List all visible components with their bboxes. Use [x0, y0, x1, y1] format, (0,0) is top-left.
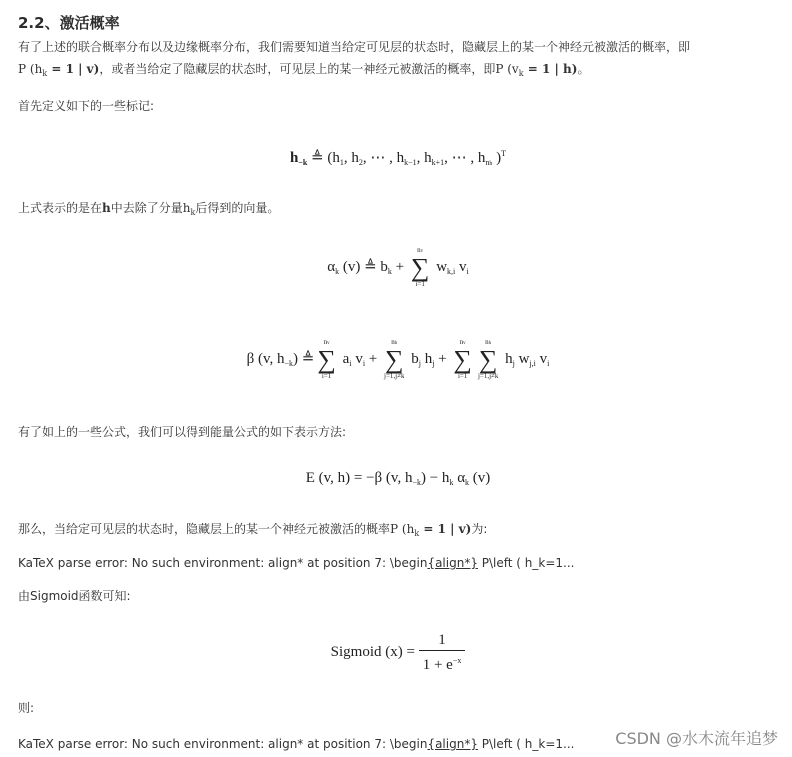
sum-symbol: nv ∑ i=1	[410, 246, 430, 288]
sum-symbol: nv ∑ i=1	[453, 338, 472, 380]
equation-alpha: $\alpha_k$ (v) ≜ $b_k$ + nv ∑ i=1 $w_{k,i}$ $v_i$	[327, 246, 469, 288]
equation-sigmoid: Sigmoid (x) = $\frac{1}{1 + e^{-x}}$	[18, 630, 778, 675]
prob-hk-given-v: P ($h_k = 1$ | v)	[390, 522, 472, 538]
sigmoid-intro: 由Sigmoid函数可知:	[18, 589, 131, 603]
sum-symbol: nh ∑ j=1,j≠k	[477, 338, 499, 380]
then-paragraph: 那么，当给定可见层的状态时，隐藏层上的某一个神经元被激活的概率P ($h_k = 1$ | v)为:	[18, 522, 488, 538]
then-label: 则:	[18, 701, 35, 715]
equation-energy: E (v, h) = −β (v, $h_{-k}) - h_k$ $\alpha_k$ (v)	[305, 470, 491, 487]
equation-h-minus-k: $h_{-k}$ ≜ ($h_1$, $h_2$, ⋯ , $h_{k-1}$, $h_{k+1}$, ⋯ , $h_{nh}$ )$^T$	[289, 149, 507, 167]
equation-beta: β (v, $h_{-k}$) ≜ nv ∑ i=1 $a_i$ $v_i$ + nh ∑ j=1,j≠k $b_j$ $h_j$ + nv ∑ i=1 nh ∑ j=1,j≠k $h_j$ $w_{j,i}$ $v_i$	[246, 338, 550, 380]
csdn-watermark: CSDN @水木流年追梦	[615, 729, 778, 748]
katex-error-1: KaTeX parse error: No such environment: align* at position 7: \begin{align*} P\left ( h_k=1...	[18, 556, 575, 570]
after-eq1-text: 上式表示的是在h中去除了分量$h_k$后得到的向量。	[18, 201, 280, 217]
intro-line-2: P ($h_k = 1$ | v)，或者当给定了隐藏层的状态时，可见层上的某一神经元被激活的概率，即P ($v_k = 1$ | h)。	[18, 62, 590, 78]
prob-vk: P ($v_k = 1$ | h)	[495, 62, 578, 78]
sigmoid-fraction: $\frac{1}{1 + e^{-x}}$	[419, 630, 466, 675]
sum-symbol: nh ∑ j=1,j≠k	[384, 338, 405, 380]
katex-error-2: KaTeX parse error: No such environment: align* at position 7: \begin{align*} P\left ( h_k=1...	[18, 737, 575, 751]
energy-intro: 有了如上的一些公式，我们可以得到能量公式的如下表示方法:	[18, 425, 347, 439]
section-title: 2.2、激活概率	[18, 14, 120, 32]
prob-hk: P ($h_k = 1$ | v)	[18, 62, 100, 78]
sum-symbol: nv ∑ i=1	[317, 338, 336, 380]
notation-intro: 首先定义如下的一些标记:	[18, 99, 155, 113]
intro-line-1: 有了上述的联合概率分布以及边缘概率分布，我们需要知道当给定可见层的状态时，隐藏层上的某一个神经元被激活的概率，即	[18, 40, 691, 54]
